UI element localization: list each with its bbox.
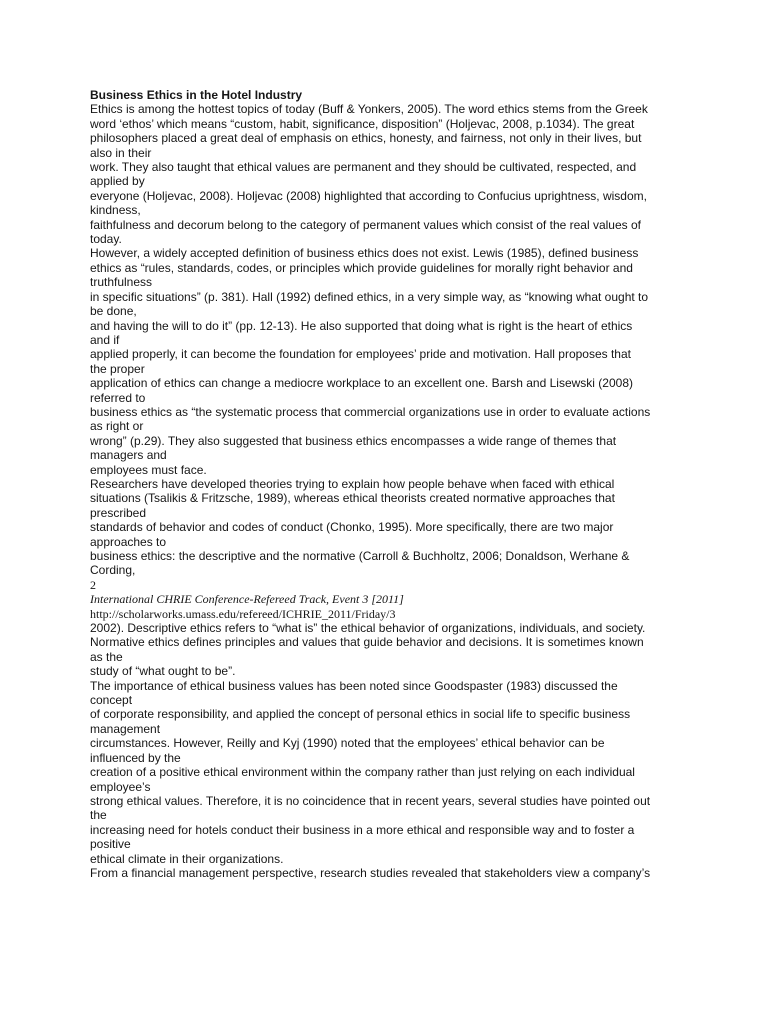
text-line: 2002). Descriptive ethics refers to “what is” the ethical behavior of organizations, individuals, and society.	[90, 621, 646, 636]
text-line: work. They also taught that ethical values are permanent and they should be cultivated, respected, and	[90, 160, 637, 175]
text-line: today.	[90, 232, 122, 247]
text-line: word ‘ethos’ which means “custom, habit, significance, disposition” (Holjevac, 2008, p.1034). The great	[90, 116, 635, 131]
text-line: in specific situations” (p. 381). Hall (1992) defined ethics, in a very simple way, as “knowing what ought to	[90, 289, 649, 304]
footer-citation: International CHRIE Conference-Refereed Track, Event 3 [2011]	[90, 592, 404, 607]
text-line: ethics as “rules, standards, codes, or principles which provide guidelines for morally right behavior and	[90, 260, 633, 275]
text-line: philosophers placed a great deal of emphasis on ethics, honesty, and fairness, not only in their lives, but	[90, 131, 642, 146]
text-line: applied properly, it can become the foundation for employees’ pride and motivation. Hall proposes that	[90, 347, 631, 362]
text-line: strong ethical values. Therefore, it is no coincidence that in recent years, several studies have pointed out	[90, 793, 651, 808]
document-page	[90, 88, 690, 880]
text-line: referred to	[90, 390, 146, 405]
text-line: as the	[90, 649, 123, 664]
text-line: situations (Tsalikis & Fritzsche, 1989), whereas ethical theorists created normative approaches that	[90, 491, 615, 506]
text-line: as right or	[90, 419, 144, 434]
text-line: the proper	[90, 361, 145, 376]
text-line: truthfulness	[90, 275, 153, 290]
text-line: business ethics as “the systematic process that commercial organizations use in order to evaluate actions	[90, 404, 651, 419]
text-line: everyone (Holjevac, 2008). Holjevac (2008) highlighted that according to Confucius uprightness, wisdom,	[90, 188, 647, 203]
page-number: 2	[90, 577, 96, 592]
body-text-before-footer	[90, 102, 690, 577]
text-line: be done,	[90, 304, 137, 319]
text-line: Researchers have developed theories trying to explain how people behave when faced with ethical	[90, 476, 615, 491]
text-line: study of “what ought to be”.	[90, 664, 236, 679]
text-line: business ethics: the descriptive and the normative (Carroll & Buchholtz, 2006; Donaldson, Werhane &	[90, 549, 630, 563]
footer-url: http://scholarworks.umass.edu/refereed/ICHRIE_2011/Friday/3	[90, 606, 396, 621]
text-line: of corporate responsibility, and applied the concept of personal ethics in social life to specific business	[90, 707, 631, 722]
text-line: employee’s	[90, 779, 151, 794]
text-line: Normative ethics defines principles and values that guide behavior and decisions. It is sometimes known	[90, 635, 644, 650]
text-line: influenced by the	[90, 750, 181, 765]
text-line: Cording,	[90, 563, 136, 578]
text-line: application of ethics can change a mediocre workplace to an excellent one. Barsh and Lisewski (2008)	[90, 376, 633, 391]
document-title: Business Ethics in the Hotel Industry	[90, 88, 303, 102]
text-line: faithfulness and decorum belong to the category of permanent values which consist of the real values of	[90, 217, 641, 232]
text-line: prescribed	[90, 505, 147, 520]
text-line: concept	[90, 693, 133, 708]
text-line: positive	[90, 837, 131, 852]
text-line: standards of behavior and codes of conduct (Chonko, 1995). More specifically, there are two major	[90, 520, 614, 535]
text-line: circumstances. However, Reilly and Kyj (1990) noted that the employees’ ethical behavior can be	[90, 736, 605, 751]
text-line: increasing need for hotels conduct their business in a more ethical and responsible way and to foster a	[90, 822, 635, 837]
text-line: wrong” (p.29). They also suggested that business ethics encompasses a wide range of themes that	[90, 433, 617, 448]
text-line: also in their	[90, 145, 152, 160]
text-line: management	[90, 721, 161, 736]
text-line: The importance of ethical business values has been noted since Goodspaster (1983) discussed the	[90, 678, 618, 693]
text-line: kindness,	[90, 203, 141, 218]
text-line: Ethics is among the hottest topics of today (Buff & Yonkers, 2005). The word ethics stems from the Greek	[90, 102, 648, 117]
text-line: approaches to	[90, 534, 167, 549]
text-line: managers and	[90, 448, 167, 463]
text-line: and having the will to do it” (pp. 12-13). He also supported that doing what is right is the heart of ethics	[90, 318, 633, 333]
text-line: the	[90, 808, 107, 823]
text-line: creation of a positive ethical environment within the company rather than just relying on each individual	[90, 765, 635, 780]
body-text-after-footer	[90, 621, 690, 880]
text-line: applied by	[90, 174, 145, 189]
text-line: ethical climate in their organizations.	[90, 851, 284, 866]
text-line: However, a widely accepted definition of business ethics does not exist. Lewis (1985), defined business	[90, 246, 639, 261]
text-line: From a financial management perspective, research studies revealed that stakeholders view a company’s	[90, 865, 651, 880]
text-line: employees must face.	[90, 462, 207, 477]
text-line: and if	[90, 332, 120, 347]
